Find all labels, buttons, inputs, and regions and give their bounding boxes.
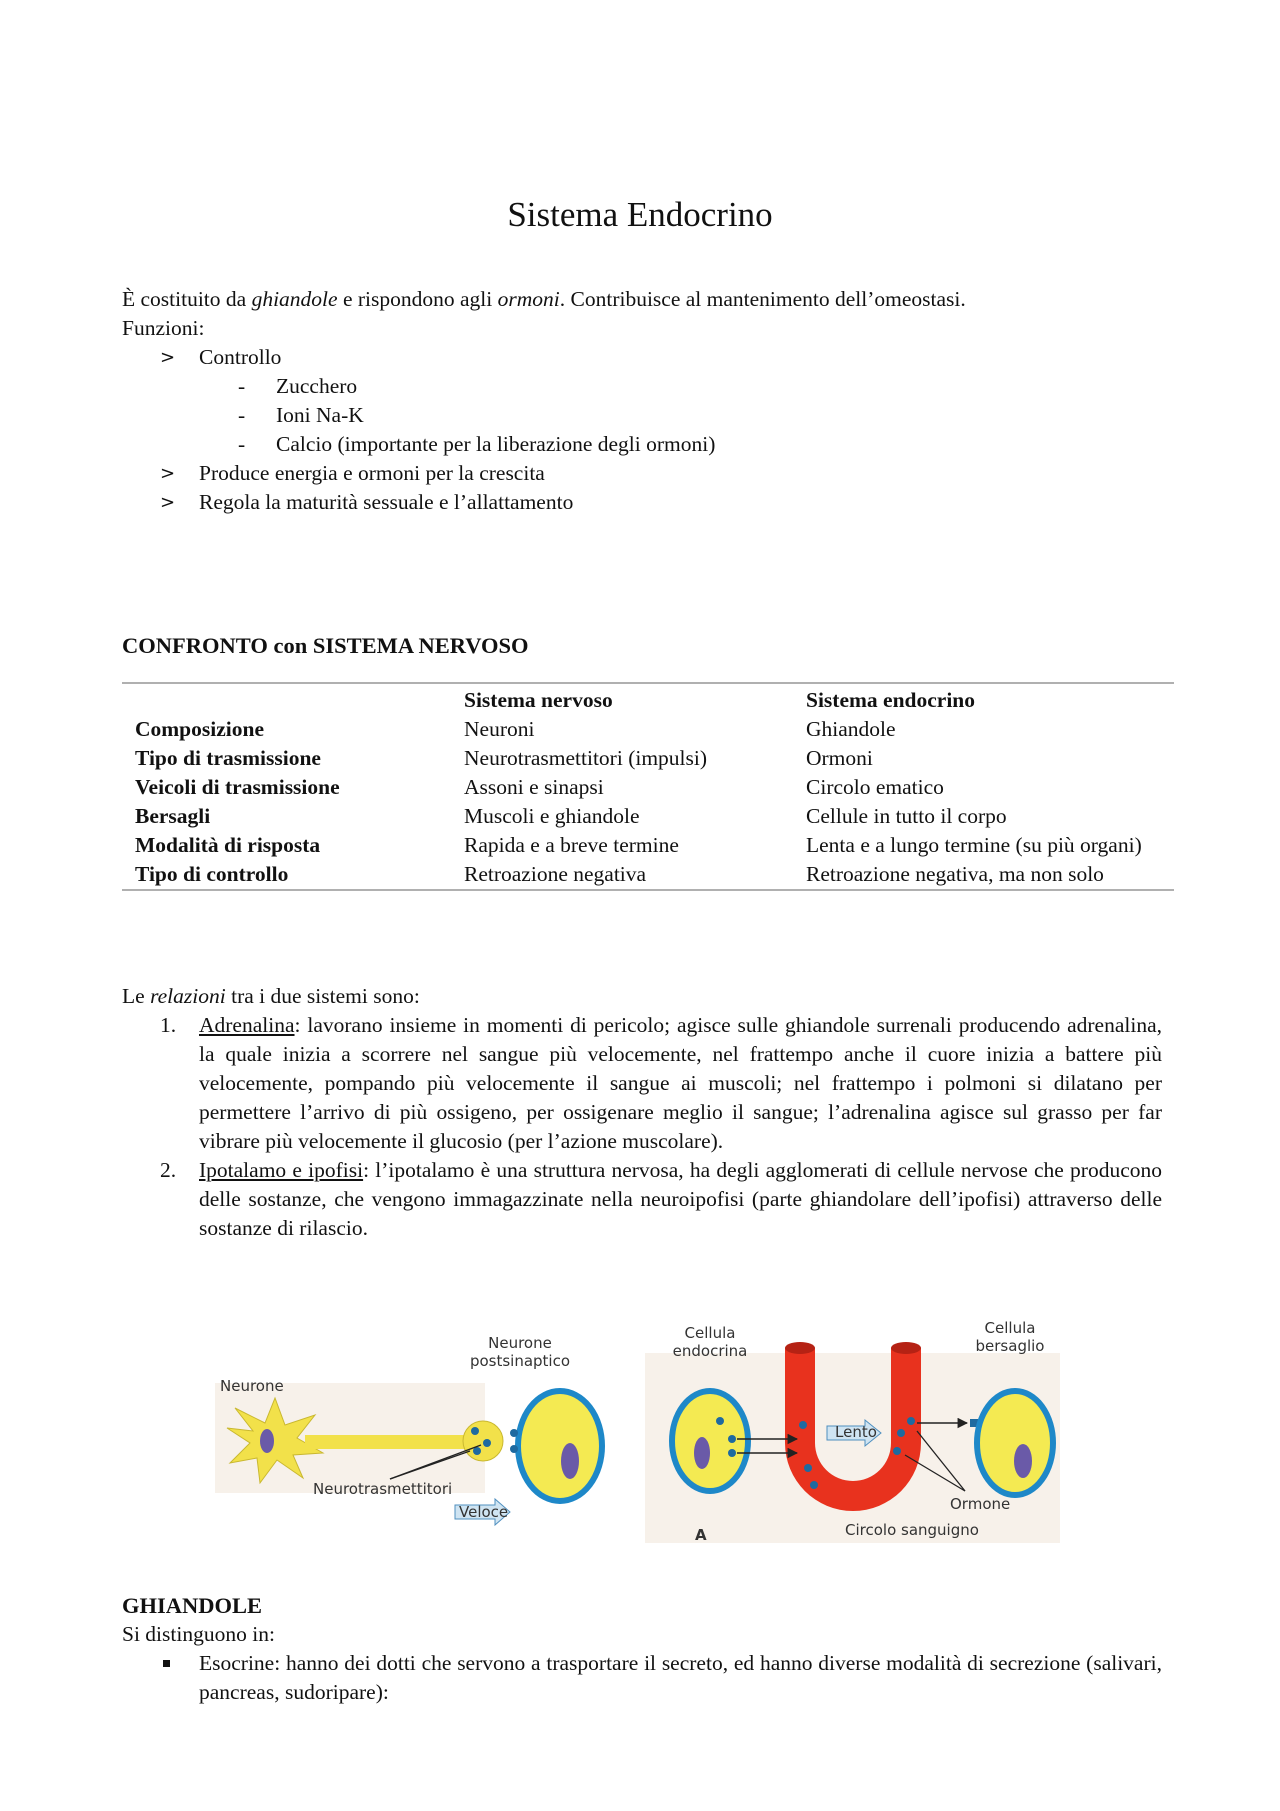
text-run: e rispondono agli [337,287,498,311]
table-cell: Neurotrasmettitori (impulsi) [464,746,708,770]
intro-paragraph [122,285,1162,314]
table-cell: Neuroni [464,717,535,741]
table-row [122,831,1174,860]
dash-bullet-icon: - [238,374,246,398]
ghiandole-heading: GHIANDOLE [122,1593,263,1618]
label-neurone-post: Neurone [488,1334,552,1352]
nervous-vs-endocrine-figure [205,1313,1065,1553]
list-item [122,1649,1162,1707]
table-header-cell: Sistema nervoso [464,688,613,712]
hormone-icon [907,1417,915,1425]
text-run: tra i due sistemi sono: [225,984,420,1008]
list-item [122,488,1162,517]
page-title: Sistema Endocrino [507,195,773,234]
axon-shape [305,1435,490,1449]
neuron-diagram [215,1334,602,1525]
table-header-cell: Sistema endocrino [806,688,976,712]
label-lento: Lento [835,1423,877,1441]
comparison-heading: CONFRONTO con SISTEMA NERVOSO [122,633,529,658]
hormone-icon [728,1435,736,1443]
endocrine-nucleus-icon [694,1437,710,1469]
funzioni-label: Funzioni: [122,316,205,340]
hormone-icon [810,1481,818,1489]
table-cell: Rapida e a breve termine [464,833,679,857]
sub-list-item [122,372,1162,401]
table-cell: Circolo ematico [806,775,944,799]
label-neurone: Neurone [220,1377,284,1395]
list-item [122,459,1162,488]
label-cellula-bersaglio: Cellula [984,1319,1036,1337]
target-nucleus-icon [1014,1444,1032,1478]
table-row [122,744,1174,773]
table-cell: Cellule in tutto il corpo [806,804,1007,828]
italic-relazioni: relazioni [150,984,226,1008]
endocrine-cell-icon [672,1391,748,1491]
term-ipotalamo-ipofisi: Ipotalamo e ipofisi [199,1158,364,1182]
list-number: 2. [160,1158,177,1182]
list-item-label: Regola la maturità sessuale e l’allattamento [199,490,574,514]
sub-list-item [122,430,1162,459]
vesicle-icon [471,1427,479,1435]
label-postsinaptico: postsinaptico [469,1352,571,1370]
sub-list-item-label: Calcio (importante per la liberazione degli ormoni) [276,432,716,456]
table-cell: Retroazione negativa, ma non solo [806,862,1104,886]
target-cell-icon [977,1391,1053,1495]
arrow-bullet-icon: > [160,347,176,368]
item-text: : lavorano insieme in momenti di pericolo; agisce sulle ghiandole surrenali producendo adrenalina, la quale inizia a scorrere nel sangue più velocemente, nel frattempo anche il cuore inizia a battere più velocemente, pompando più velocemente il sangue ai muscoli; nel frattempo i polmoni si dilatano per permettere l’arrivo di più ossigeno, per ossigenare meglio il sangue; l’adrenalina agisce sul grasso per far vibrare più velocemente il glucosio (per l’azione muscolare). [199,1013,1162,1153]
table-row-label: Bersagli [135,804,211,828]
vessel-opening [785,1342,815,1354]
table-row-label: Composizione [135,717,264,741]
arrow-bullet-icon: > [160,492,176,513]
list-item-label: Produce energia e ormoni per la crescita [199,461,545,485]
hormone-icon [716,1417,724,1425]
ghiandole-section [122,1591,1162,1707]
table-cell: Assoni e sinapsi [464,775,604,799]
table-row-label: Modalità di risposta [135,833,321,857]
text-run: . Contribuisce al mantenimento dell’omeostasi. [559,287,966,311]
label-endocrina: endocrina [672,1342,748,1360]
list-item-text: Esocrine: hanno dei dotti che servono a trasportare il secreto, ed hanno diverse modalità di secrezione (salivari, pancreas, sudoripare): [199,1651,1162,1704]
numbered-list-item [122,1011,1162,1156]
intro-section [122,285,1162,517]
table-row-label: Tipo di trasmissione [135,746,321,770]
table-row [122,802,1174,831]
sub-list-item-label: Ioni Na-K [276,403,364,427]
list-item [122,343,1162,372]
postsynaptic-nucleus-icon [561,1443,579,1479]
relations-intro [122,982,1162,1011]
table-cell: Ghiandole [806,717,896,741]
sub-list-item [122,401,1162,430]
label-neurotrasmettitori: Neurotrasmettitori [313,1480,453,1498]
italic-ormoni: ormoni [497,287,560,311]
table-cell: Lenta e a lungo termine (su più organi) [806,833,1142,857]
label-veloce: Veloce [459,1503,509,1521]
vesicle-icon [483,1439,491,1447]
dash-bullet-icon: - [238,432,246,456]
panel-label: A [695,1526,707,1544]
list-item-label: Controllo [199,345,282,369]
italic-ghiandole: ghiandole [251,287,338,311]
label-ormone: Ormone [950,1495,1011,1513]
dash-bullet-icon: - [238,403,246,427]
table-row-label: Tipo di controllo [135,862,289,886]
table-row [122,773,1174,802]
table-row [122,860,1174,889]
neuron-nucleus-icon [260,1429,274,1453]
postsynaptic-cell-icon [518,1391,602,1501]
table-row-label: Veicoli di trasmissione [135,775,340,799]
receptor-icon [510,1429,518,1437]
endocrine-diagram [645,1319,1060,1544]
square-bullet-icon [163,1660,170,1667]
ghiandole-intro: Si distinguono in: [122,1622,275,1646]
term-adrenalina: Adrenalina [199,1013,295,1037]
label-bersaglio: bersaglio [975,1337,1045,1355]
relations-section [122,982,1162,1243]
synaptic-terminal-icon [463,1421,503,1461]
vessel-opening [891,1342,921,1354]
table-cell: Ormoni [806,746,873,770]
sub-list-item-label: Zucchero [276,374,358,398]
list-number: 1. [160,1013,177,1037]
numbered-list-item [122,1156,1162,1243]
text-run: Le [122,984,151,1008]
label-cellula-endocrina: Cellula [684,1324,736,1342]
table-cell: Retroazione negativa [464,862,647,886]
text-run: È costituito da [122,287,252,311]
table-header-row [122,686,1174,715]
hormone-icon [799,1421,807,1429]
table-row [122,715,1174,744]
arrow-bullet-icon: > [160,463,176,484]
table-cell: Muscoli e ghiandole [464,804,640,828]
hormone-icon [893,1447,901,1455]
item-text: : l’ipotalamo è una struttura nervosa, ha degli agglomerati di cellule nervose che producono delle sostanze, che vengono immagazzinate nella neuroipofisi (parte ghiandolare dell’ipofisi) attraverso delle sostanze di rilascio. [199,1158,1162,1240]
table-header-cell [122,686,464,715]
hormone-icon [804,1464,812,1472]
receptor-icon [510,1445,518,1453]
hormone-icon [897,1429,905,1437]
comparison-table [122,682,1174,891]
label-circolo-sanguigno: Circolo sanguigno [845,1521,979,1539]
hormone-icon [728,1449,736,1457]
